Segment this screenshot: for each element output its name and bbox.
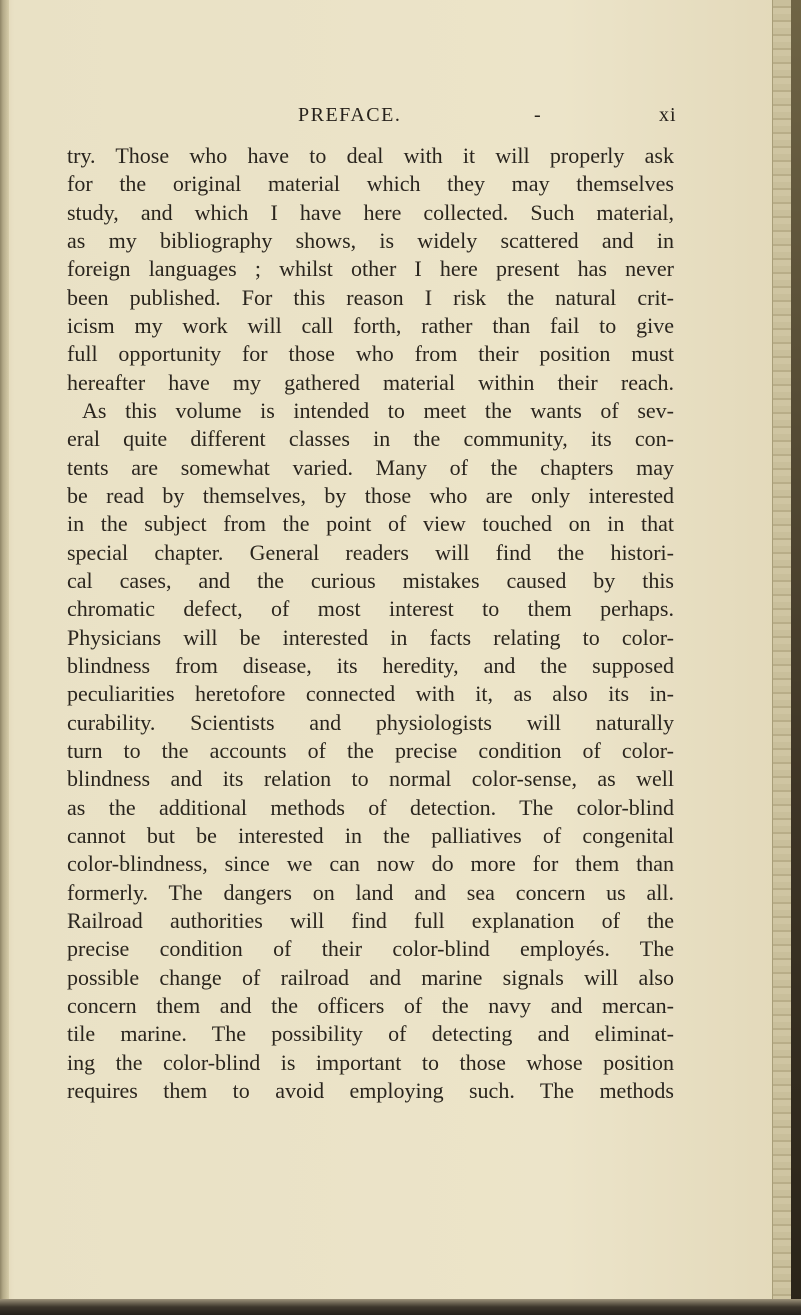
text-line: peculiarities heretofore connected with it, as also its in- bbox=[67, 681, 674, 706]
text-line: been published. For this reason I risk the natural crit- bbox=[67, 285, 674, 310]
text-line: cal cases, and the curious mistakes caused by this bbox=[67, 568, 674, 593]
text-line: As this volume is intended to meet the wants of sev- bbox=[82, 398, 674, 423]
text-line: cannot but be interested in the palliatives of congenital bbox=[67, 823, 674, 848]
text-line: tile marine. The possibility of detecting and eliminat- bbox=[67, 1021, 674, 1046]
text-line: formerly. The dangers on land and sea concern us all. bbox=[67, 880, 674, 905]
text-line: blindness from disease, its heredity, and the supposed bbox=[67, 653, 674, 678]
text-line: tents are somewhat varied. Many of the chapters may bbox=[67, 455, 674, 480]
text-line: concern them and the officers of the navy and mercan- bbox=[67, 993, 674, 1018]
text-line: blindness and its relation to normal color-sense, as well bbox=[67, 766, 674, 791]
text-line: full opportunity for those who from their position must bbox=[67, 341, 674, 366]
page-edge-stack bbox=[772, 0, 801, 1315]
text-line: Physicians will be interested in facts relating to color- bbox=[67, 625, 674, 650]
text-line: icism my work will call forth, rather than fail to give bbox=[67, 313, 674, 338]
text-line: chromatic defect, of most interest to them perhaps. bbox=[67, 596, 674, 621]
text-line: special chapter. General readers will find the histori- bbox=[67, 540, 674, 565]
text-line: turn to the accounts of the precise condition of color- bbox=[67, 738, 674, 763]
text-line: foreign languages ; whilst other I here present has never bbox=[67, 256, 674, 281]
text-line: color-blindness, since we can now do more for them than bbox=[67, 851, 674, 876]
running-head: PREFACE. bbox=[298, 104, 402, 126]
text-line: be read by themselves, by those who are only interested bbox=[67, 483, 674, 508]
text-line: curability. Scientists and physiologists will naturally bbox=[67, 710, 674, 735]
header-separator: - bbox=[534, 104, 541, 126]
text-line: as the additional methods of detection. The color-blind bbox=[67, 795, 674, 820]
text-line: ing the color-blind is important to those whose position bbox=[67, 1050, 674, 1075]
text-line: Railroad authorities will find full explanation of the bbox=[67, 908, 674, 933]
text-line: hereafter have my gathered material within their reach. bbox=[67, 370, 674, 395]
text-line: in the subject from the point of view touched on in that bbox=[67, 511, 674, 536]
text-line: as my bibliography shows, is widely scattered and in bbox=[67, 228, 674, 253]
text-line: precise condition of their color-blind employés. The bbox=[67, 936, 674, 961]
page-bottom-edge bbox=[0, 1299, 801, 1315]
page-number: xi bbox=[659, 104, 677, 126]
text-line: study, and which I have here collected. Such material, bbox=[67, 200, 674, 225]
text-line: requires them to avoid employing such. The methods bbox=[67, 1078, 674, 1103]
text-line: eral quite different classes in the community, its con- bbox=[67, 426, 674, 451]
text-line: possible change of railroad and marine signals will also bbox=[67, 965, 674, 990]
page-gutter-shadow bbox=[0, 0, 9, 1315]
text-line: for the original material which they may themselves bbox=[67, 171, 674, 196]
text-line: try. Those who have to deal with it will properly ask bbox=[67, 143, 674, 168]
page-header bbox=[60, 104, 760, 134]
